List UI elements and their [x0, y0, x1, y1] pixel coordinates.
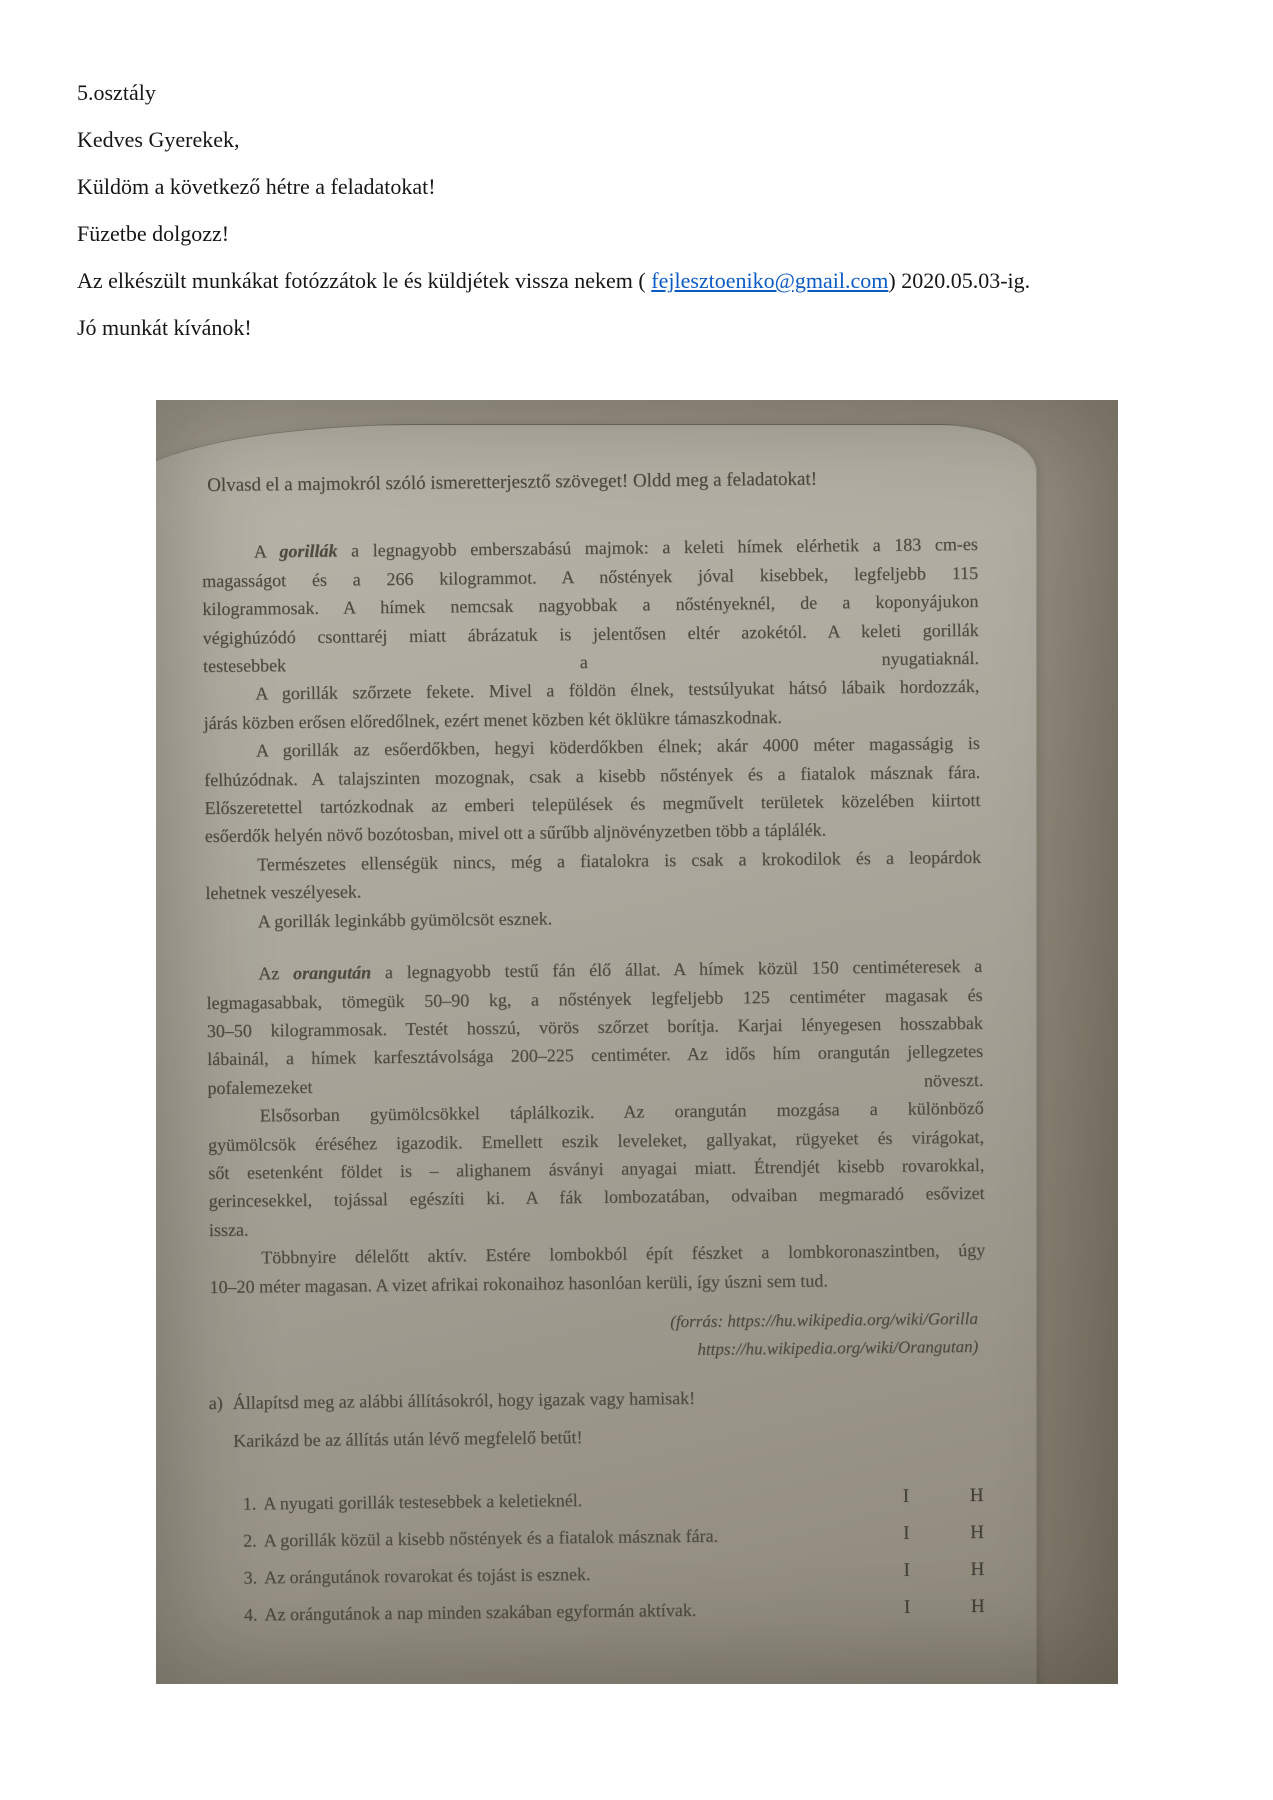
paragraph-orangutan-activity — [209, 1236, 986, 1301]
statement-text — [243, 1521, 718, 1554]
statement-text — [243, 1560, 590, 1592]
text-line: lábainál, a hímek karfesztávolsága 200–225 centiméter. Az idős hím orangután jellegzetes — [207, 1041, 984, 1070]
text-line: 30–50 kilogrammosak. Testét hosszú, vörös szőrzet borítja. Karjai lényegesen hosszabbak — [206, 1012, 983, 1041]
false-letter-option: H — [969, 1484, 984, 1506]
email-link[interactable]: fejlesztoeniko@gmail.com — [651, 268, 889, 293]
true-letter-option: I — [903, 1522, 910, 1544]
task-a-label: a) — [208, 1392, 223, 1413]
paragraph-gorillas-enemies — [205, 843, 982, 908]
text-line: felhúzódnak. A talajszinten mozognak, csak a kisebb nőstények és a fiatalok másznak fára. — [204, 761, 981, 790]
text-line: A gorillák leginkább gyümölcsöt esznek. — [257, 908, 553, 932]
paragraph-orangutan-food — [208, 1094, 985, 1244]
text-line: A gorillák az esőerdőkben, hegyi köderdőkben élnek; akár 4000 méter magasságig is — [255, 733, 980, 761]
intro-line-greeting: Kedves Gyerekek, — [77, 127, 240, 152]
statement-text — [243, 1486, 583, 1518]
task-a-text: Állapítsd meg az alábbi állításokról, hogy igazak vagy hamisak! — [232, 1387, 696, 1413]
text-line: A gorillák szőrzete fekete. Mivel a földön élnek, testsúlyukat hátsó lábaik hordozzák, — [255, 676, 980, 704]
worksheet-paper — [156, 424, 1037, 1684]
false-letter-option: H — [970, 1521, 984, 1543]
true-letter-option: I — [903, 1596, 911, 1618]
statement-number: 4. — [243, 1604, 258, 1625]
text-line: magasságot és a 266 kilogrammot. A nőstények jóval kisebbek, legfeljebb 115 — [202, 562, 979, 591]
intro-line-notebook: Füzetbe dolgozz! — [77, 221, 230, 246]
text-line: testesebbek a nyugatiaknál. — [202, 647, 980, 677]
term-gorillak: gorillák — [279, 540, 338, 562]
text-line: Természetes ellenségük nincs, még a fiatalokra is csak a krokodilok és a leopárdok — [257, 846, 982, 875]
text-line: lehetnek veszélyesek. — [205, 881, 362, 904]
text-line: esőerdők helyén növő bozótosban, mivel ott a sűrűbb aljnövényzetben több a táplálék. — [204, 819, 827, 847]
intro-message — [77, 69, 1207, 351]
lead-rest: a legnagyobb testű fán élő állat. A hímek közül 150 centiméteresek a — [371, 955, 983, 983]
intro-line-wishes: Jó munkát kívánok! — [77, 315, 252, 340]
statement-text — [244, 1596, 697, 1629]
text-line: végighúzódó csonttaréj miatt ábrázatuk is jelentősen eltér azokétól. A keleti gorillák — [202, 619, 979, 648]
true-letter-option: I — [903, 1559, 910, 1581]
text-line: 10–20 méter magasan. A vizet afrikai rokonaihoz hasonlóan kerüli, így úszni sem tud. — [209, 1270, 828, 1297]
submission-text-prefix: Az elkészült munkákat fotózzátok le és küldjétek vissza nekem ( — [77, 268, 652, 293]
term-orangutan: orangután — [292, 962, 372, 984]
task-a-subinstruction: Karikázd be az állítás után lévő megfelelő betűt! — [233, 1427, 583, 1452]
statement-number: 1. — [242, 1493, 257, 1514]
statements-list — [212, 1482, 990, 1638]
statement-number: 2. — [243, 1530, 257, 1551]
statement-claim: A gorillák közül a kisebb nőstények és a fiatalok másznak fára. — [263, 1525, 719, 1551]
text-line: pofalemezeket növeszt. — [207, 1069, 984, 1098]
false-letter-option: H — [970, 1558, 985, 1580]
worksheet-photo — [156, 400, 1118, 1684]
text-line: Elsősorban gyümölcsökkel táplálkozik. Az orangután mozgása a különböző — [259, 1097, 984, 1126]
false-letter-option: H — [970, 1595, 985, 1617]
intro-line-class: 5.osztály — [77, 80, 156, 105]
lead-rest: a legnagyobb emberszabású majmok: a keleti hímek elérhetik a 183 cm-es — [337, 534, 978, 561]
source-line-gorilla: (forrás: https://hu.wikipedia.org/wiki/Gorilla — [670, 1308, 979, 1332]
lead-text: Az — [258, 963, 294, 984]
intro-line-tasks: Küldöm a következő hétre a feladatokat! — [77, 174, 436, 199]
paragraph-gorillas-habitat — [204, 729, 981, 851]
text-line: járás közben erősen előredőlnek, ezért menet közben két öklükre támaszkodnak. — [203, 706, 782, 733]
text-line: kilogrammosak. A hímek nemcsak nagyobbak a nőstényeknél, de a koponyájukon — [202, 591, 979, 620]
paragraph-gorillas-fur — [203, 672, 980, 737]
paragraph-lines — [202, 559, 979, 681]
statement-row-4 — [213, 1593, 989, 1638]
paragraph-orangutan-intro — [206, 952, 983, 1102]
text-line: gerincesekkel, tojással egészíti ki. A fák lombozatában, odvaiban megmaradó esővizet — [208, 1183, 985, 1212]
text-line: legmagasabbak, tömegük 50–90 kg, a nőstények legfeljebb 125 centiméter magasak és — [206, 984, 983, 1013]
worksheet-text — [201, 464, 989, 1638]
statement-claim: A nyugati gorillák testesebbek a keletieknél. — [263, 1489, 583, 1514]
lead-text: A — [253, 541, 280, 562]
text-line: Többnyire délelőtt aktív. Estére lombokból épít fészket a lombkoronaszintben, úgy — [261, 1239, 986, 1268]
intro-line-submission — [77, 257, 1207, 304]
true-letter-option: I — [902, 1485, 910, 1507]
text-line: sőt esetenként földet is – alighanem ásványi anyagai miatt. Étrendjét kisebb rovarokkal, — [208, 1154, 985, 1183]
text-line: Előszeretettel tartózkodnak az emberi települések és megművelt területek közelében kiirtott — [204, 789, 981, 819]
statement-number: 3. — [243, 1567, 258, 1588]
statement-claim: Az orángutánok a nap minden szakában egyformán aktívak. — [264, 1599, 697, 1625]
submission-text-suffix: ) 2020.05.03-ig. — [888, 268, 1031, 293]
statement-claim: Az orángutánok rovarokat és tojást is esznek. — [263, 1563, 591, 1588]
text-line: issza. — [208, 1219, 249, 1240]
worksheet-instruction: Olvasd el a majmokról szóló ismeretterjesztő szöveget! Oldd meg a feladatokat! — [207, 468, 818, 496]
task-a-heading — [209, 1381, 987, 1418]
paragraph-lines — [206, 980, 983, 1102]
paragraph-gorillas-intro — [202, 530, 979, 680]
source-line-orangutan: https://hu.wikipedia.org/wiki/Orangutan) — [697, 1336, 979, 1359]
source-citation — [210, 1305, 987, 1369]
text-line: gyümölcsök éréséhez igazodik. Emellett eszik leveleket, gallyakat, rügyeket és virágokat, — [207, 1126, 985, 1155]
